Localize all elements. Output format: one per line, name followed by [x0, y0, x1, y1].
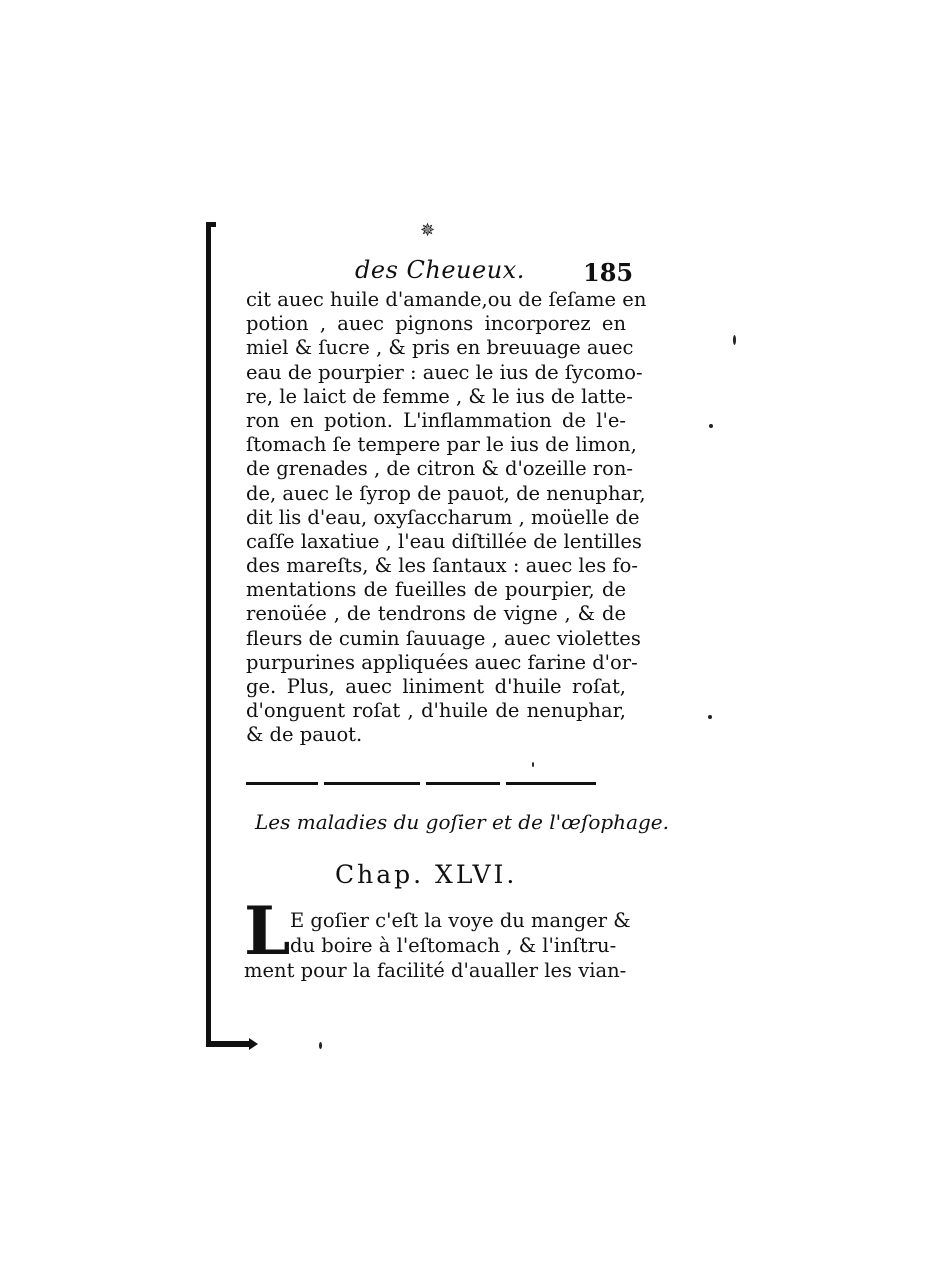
text-line: d'onguent roſat , d'huile de nenuphar,: [246, 699, 626, 723]
text-line: ron en potion. L'inflammation de l'e-: [246, 408, 626, 432]
divider-gap: [420, 780, 426, 787]
scan-speck: [319, 1042, 322, 1049]
text-line: re, le laict de femme , & le ius de latte-: [246, 384, 633, 408]
text-line: de grenades , de citron & d'ozeille ron-: [246, 457, 634, 481]
margin-bracket: [206, 222, 211, 1046]
margin-bracket-top: [206, 222, 216, 227]
text-line: dit lis d'eau, oxyſaccharum , moüelle de: [246, 505, 640, 529]
text-line: ge. Plus, auec liniment d'huile roſat,: [246, 675, 626, 698]
chapter-heading: Chap. XLVI.: [335, 860, 518, 889]
text-line: purpurines appliquées auec farine d'or-: [246, 650, 638, 674]
text-line: des mareſts, & les ſantaux : auec les fo-: [246, 554, 638, 578]
text-line: fleurs de cumin ſauuage , auec violettes: [246, 626, 641, 650]
text-line: renoüée , de tendrons de vigne , & de: [246, 602, 626, 626]
text-line: caſſe laxatiue , l'eau diſtillée de lentilles: [246, 529, 642, 553]
scan-speck: [532, 762, 534, 767]
text-line: potion , auec pignons incorporez en: [246, 312, 626, 336]
ornament-icon: ✵: [420, 220, 436, 241]
page-number: 185: [583, 258, 634, 287]
chapter-opening: [244, 908, 631, 983]
text-line: eau de pourpier : auec le ius de ſycomo-: [246, 360, 643, 384]
margin-bracket-bottom: [206, 1041, 250, 1047]
text-line: ment pour la facilité d'aualler les vian-: [244, 959, 627, 982]
chapter-subject: Les maladies du goſier et de l'œſophage.: [255, 810, 669, 834]
text-line: miel & ſucre , & pris en breuuage auec: [246, 336, 634, 360]
text-line: de, auec le ſyrop de pauot, de nenuphar,: [246, 481, 646, 505]
text-line: mentations de fueilles de pourpier, de: [246, 578, 626, 602]
text-line: du boire à l'eſtomach , & l'inſtru-: [290, 934, 617, 957]
scan-speck: [709, 424, 713, 428]
text-line: cit auec huile d'amande,ou de ſeſame en: [246, 288, 647, 311]
scan-speck: [733, 335, 736, 345]
text-line: & de pauot.: [246, 723, 363, 747]
running-head: des Cheueux.: [355, 256, 525, 284]
divider-gap: [318, 780, 324, 787]
body-paragraph: [246, 288, 647, 748]
text-line: E goſier c'eſt la voye du manger &: [290, 909, 631, 932]
divider-gap: [500, 780, 506, 787]
drop-cap: L: [244, 892, 291, 970]
text-line: ſtomach ſe tempere par le ius de limon,: [246, 433, 637, 457]
scan-speck: [708, 715, 712, 719]
